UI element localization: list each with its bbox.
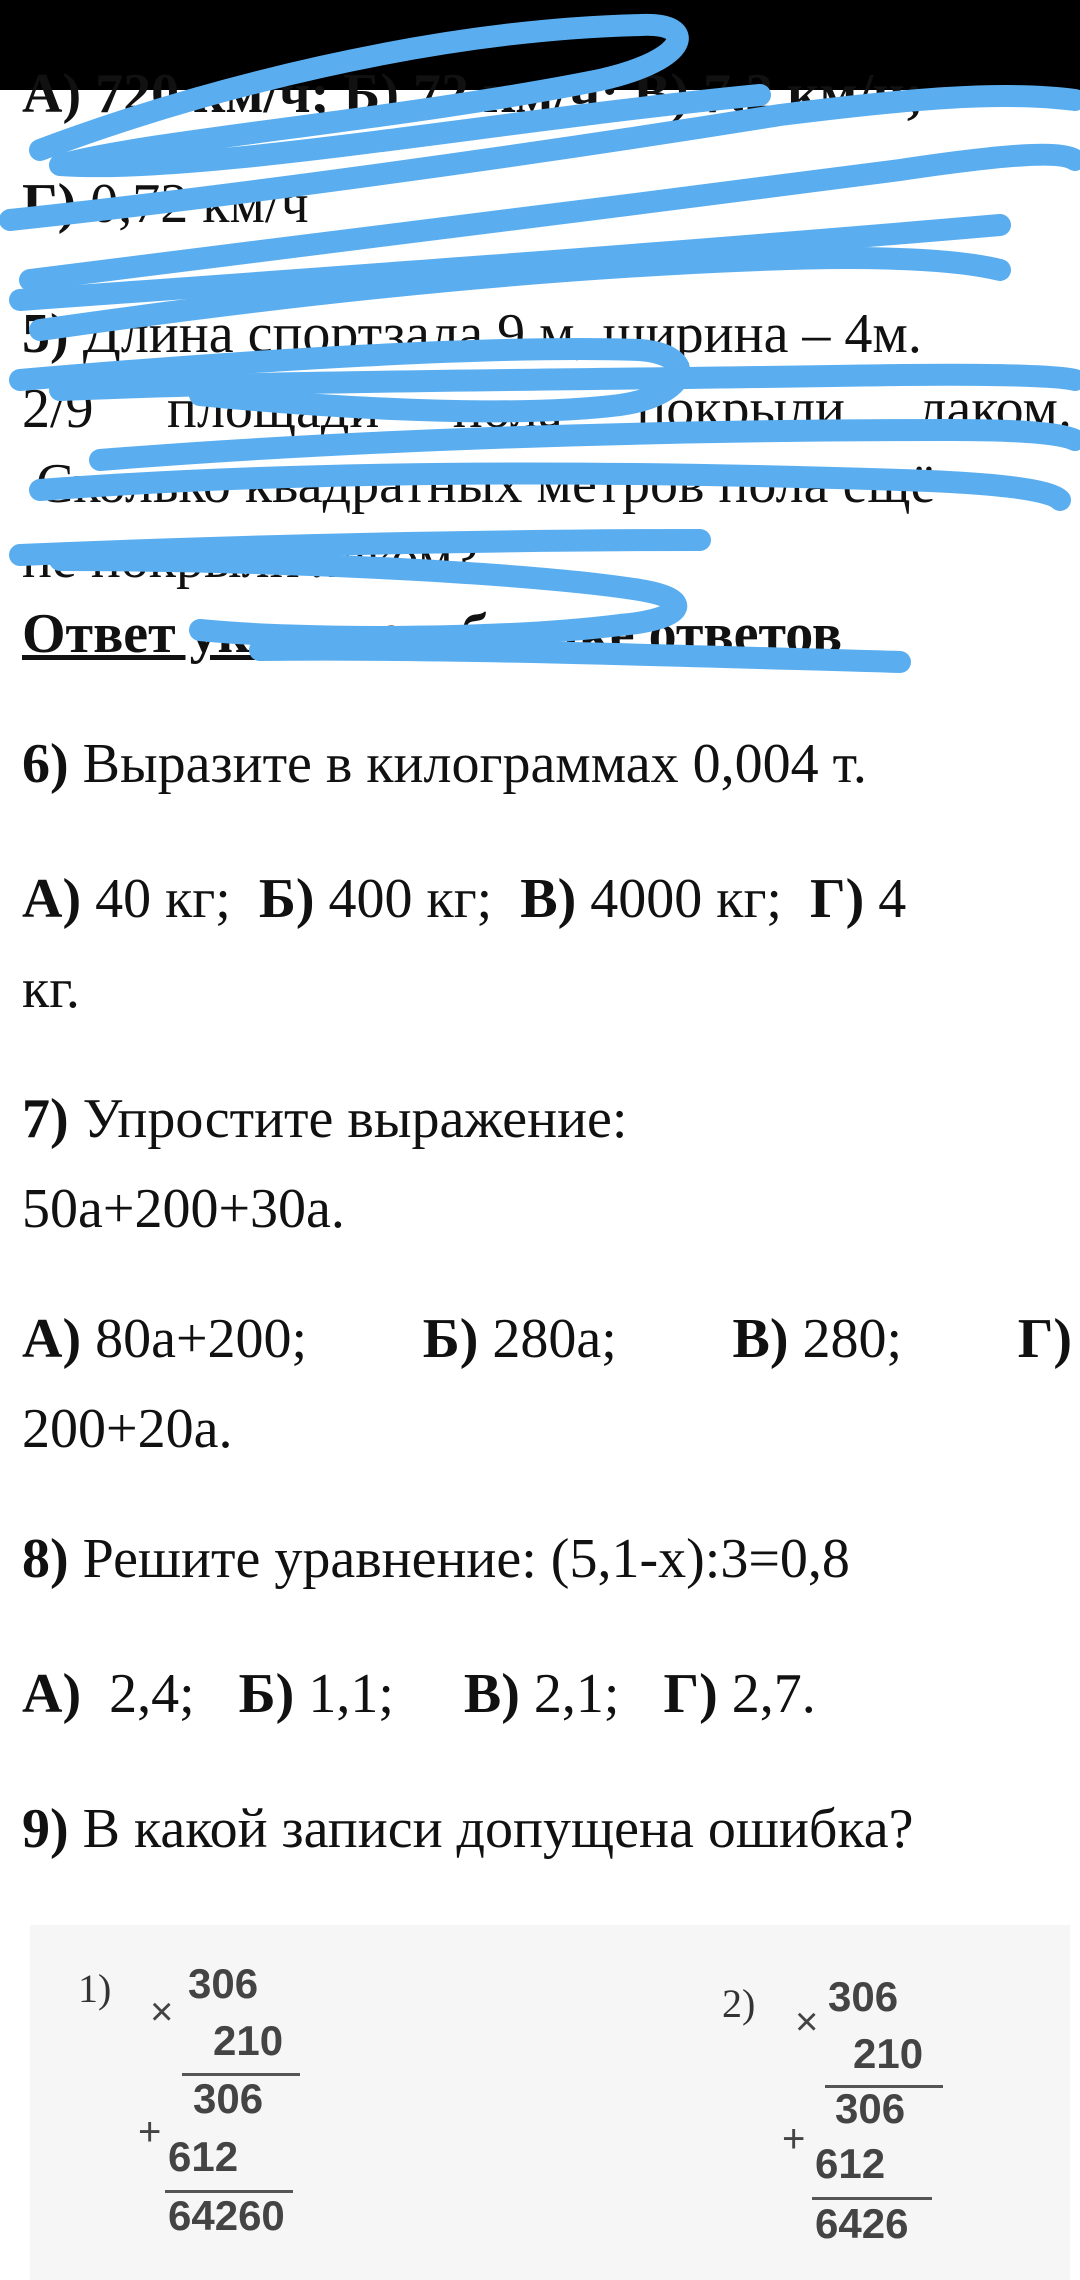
option-text: 4 <box>878 868 907 930</box>
q7-text: Упростите выражение: <box>82 1088 628 1150</box>
q6-question <box>22 720 867 808</box>
option-label: Г) <box>1017 1308 1072 1370</box>
option-text: 280а; <box>492 1308 617 1370</box>
option-text: 2,7. <box>731 1663 816 1725</box>
q8-question <box>22 1515 850 1603</box>
q7-expression: 50а+200+30а. <box>22 1178 345 1240</box>
q6-options-wrap: кг. <box>22 958 80 1020</box>
q8-number: 8) <box>22 1528 69 1590</box>
option-label: Г) <box>809 868 865 930</box>
q6-number: 6) <box>22 733 69 795</box>
option-label: Б) <box>238 1663 295 1725</box>
multiplication-figure <box>30 1925 1070 2280</box>
q5-word: площади <box>167 378 380 440</box>
figure-left-result: 64260 <box>168 2192 285 2239</box>
q5-answer-note: Ответ укажите в бланке ответов <box>22 603 843 665</box>
q7-options <box>22 1295 1072 1383</box>
q4-options-line <box>22 50 923 138</box>
q5-line1-text: Длина спортзала 9 м, ширина – 4м. <box>82 303 922 365</box>
q4-option-g <box>22 160 309 248</box>
option-text: 2,1; <box>533 1663 620 1725</box>
q8-options <box>22 1650 816 1738</box>
figure-right-partial-1: 306 <box>835 2085 906 2132</box>
option-text: 40 кг; <box>95 868 231 930</box>
option-label: Б) <box>258 868 315 930</box>
q8-text: Решите уравнение: (5,1-х):3=0,8 <box>82 1528 850 1590</box>
q9-question <box>22 1785 913 1873</box>
q5-word: лаком. <box>918 378 1072 440</box>
q5-word: пола <box>452 378 563 440</box>
figure-right-partial-2: 612 <box>815 2140 886 2187</box>
q7-number: 7) <box>22 1088 69 1150</box>
q4-options-text: А) 720 км/ч; Б) 72 км/ч; В) 7,2 км/ч; <box>22 63 924 125</box>
option-text: 400 кг; <box>328 868 493 930</box>
multiply-sign: × <box>150 1990 174 2034</box>
figure-left-factor-a: 306 <box>188 1960 259 2007</box>
option-text: 2,4; <box>109 1663 195 1725</box>
figure-right-result: 6426 <box>815 2200 909 2247</box>
option-label: В) <box>732 1308 789 1370</box>
option-label: А) <box>22 1663 82 1725</box>
q7-options-wrap: 200+20а. <box>22 1398 233 1460</box>
option-label: А) <box>22 1308 82 1370</box>
figure-left-partial-1: 306 <box>193 2075 264 2122</box>
option-text: 4000 кг; <box>590 868 782 930</box>
q4-g-text: 0,72 км/ч <box>90 173 309 235</box>
figure-left-factor-b: 210 <box>213 2017 284 2064</box>
option-label: Г) <box>663 1663 718 1725</box>
option-label: А) <box>22 868 82 930</box>
q9-text: В какой записи допущена ошибка? <box>82 1798 914 1860</box>
q5-word: 2/9 <box>22 378 94 440</box>
multiply-sign: × <box>795 2000 819 2044</box>
q6-text: Выразите в килограммах 0,004 т. <box>82 733 867 795</box>
q5-line-3: Сколько квадратных метров пола ещё <box>36 453 936 515</box>
option-text: 280; <box>802 1308 903 1370</box>
figure-right-factor-a: 306 <box>828 1973 899 2020</box>
figure-right-number: 2) <box>722 1981 756 2026</box>
plus-sign: + <box>138 2110 162 2154</box>
option-text: 1,1; <box>308 1663 394 1725</box>
q4-g-label: Г) <box>22 173 77 235</box>
option-label: В) <box>463 1663 520 1725</box>
q5-line-4: не покрыли лаком? <box>22 528 478 590</box>
figure-left-number: 1) <box>78 1966 112 2011</box>
option-text: 80а+200; <box>95 1308 308 1370</box>
figure-left-partial-2: 612 <box>168 2133 239 2180</box>
q6-options <box>22 855 906 943</box>
q9-number: 9) <box>22 1798 69 1860</box>
plus-sign: + <box>782 2117 806 2161</box>
option-label: В) <box>520 868 577 930</box>
q5-word: покрыли <box>636 378 845 440</box>
option-label: Б) <box>422 1308 479 1370</box>
figure-right-factor-b: 210 <box>853 2030 924 2077</box>
q5-number: 5) <box>22 303 69 365</box>
q7-question <box>22 1075 627 1163</box>
